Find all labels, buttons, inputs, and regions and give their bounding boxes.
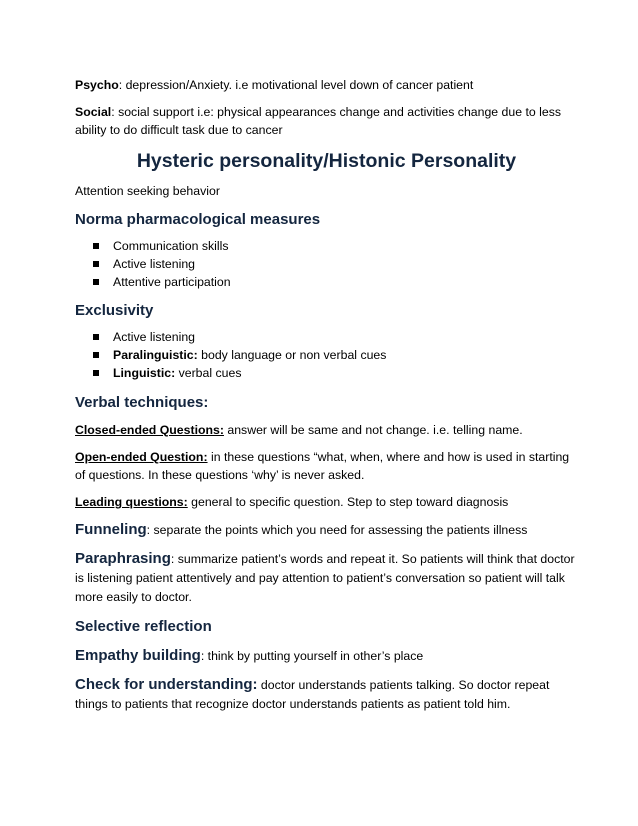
bullet-icon — [93, 243, 99, 249]
closed-ended-label: Closed-ended Questions: — [75, 422, 224, 437]
bullet-icon — [93, 352, 99, 358]
list-item: Attentive participation — [93, 274, 578, 292]
list-item: Active listening — [93, 256, 578, 274]
closed-ended-paragraph: Closed-ended Questions: answer will be same and not change. i.e. telling name. — [75, 422, 523, 437]
open-ended-label: Open-ended Question: — [75, 449, 208, 464]
exclusivity-list — [75, 329, 578, 382]
list-item: Active listening — [93, 329, 578, 347]
norma-heading: Norma pharmacological measures — [75, 211, 321, 228]
empathy-paragraph: Empathy building: think by putting yourself in other’s place — [75, 646, 424, 664]
paraphrasing-label: Paraphrasing — [75, 549, 171, 567]
check-understanding-label: Check for understanding: — [75, 675, 258, 693]
bullet-icon — [93, 261, 99, 267]
verbal-heading: Verbal techniques: — [75, 393, 209, 411]
paraphrasing-paragraph: Paraphrasing: summarize patient’s words and repeat it. So patients will think that doctor is listening patient attentively and pay attention to patient’s conversation so patient will talk more easily to doctor. — [75, 549, 575, 604]
bullet-icon — [93, 279, 99, 285]
funneling-label: Funneling — [75, 520, 147, 538]
selective-reflection-heading: Selective reflection — [75, 617, 212, 635]
list-item: Linguistic: verbal cues — [93, 365, 578, 383]
leading-paragraph: Leading questions: general to specific question. Step to step toward diagnosis — [75, 494, 509, 509]
social-paragraph — [75, 103, 578, 139]
psycho-label: Psycho — [75, 78, 119, 92]
psycho-paragraph — [75, 76, 578, 94]
social-text: : social support i.e: physical appearances change and activities change due to less ability to do difficult task due to cancer — [75, 105, 562, 137]
bullet-icon — [93, 334, 99, 340]
exclusivity-heading: Exclusivity — [75, 302, 154, 320]
psycho-text: : depression/Anxiety. i.e motivational level down of cancer patient — [118, 78, 474, 92]
check-understanding-paragraph: Check for understanding: doctor understands patients talking. So doctor repeat things to patients that recognize doctor understands patients as patient told him. — [75, 675, 550, 711]
attention-text: Attention seeking behavior — [75, 184, 220, 198]
social-label: Social — [75, 105, 112, 119]
main-title: Hysteric personality/Histonic Personality — [136, 150, 517, 172]
list-item: Communication skills — [93, 238, 578, 256]
empathy-label: Empathy building — [75, 646, 201, 664]
funneling-paragraph: Funneling: separate the points which you need for assessing the patients illness — [75, 520, 528, 538]
bullet-icon — [93, 370, 99, 376]
open-ended-paragraph: Open-ended Question: in these questions “what, when, where and how is used in starting of questions. In these questions ‘why’ is never asked. — [75, 449, 570, 482]
norma-list — [75, 238, 578, 291]
leading-label: Leading questions: — [75, 494, 188, 509]
list-item: Paralinguistic: body language or non verbal cues — [93, 347, 578, 365]
